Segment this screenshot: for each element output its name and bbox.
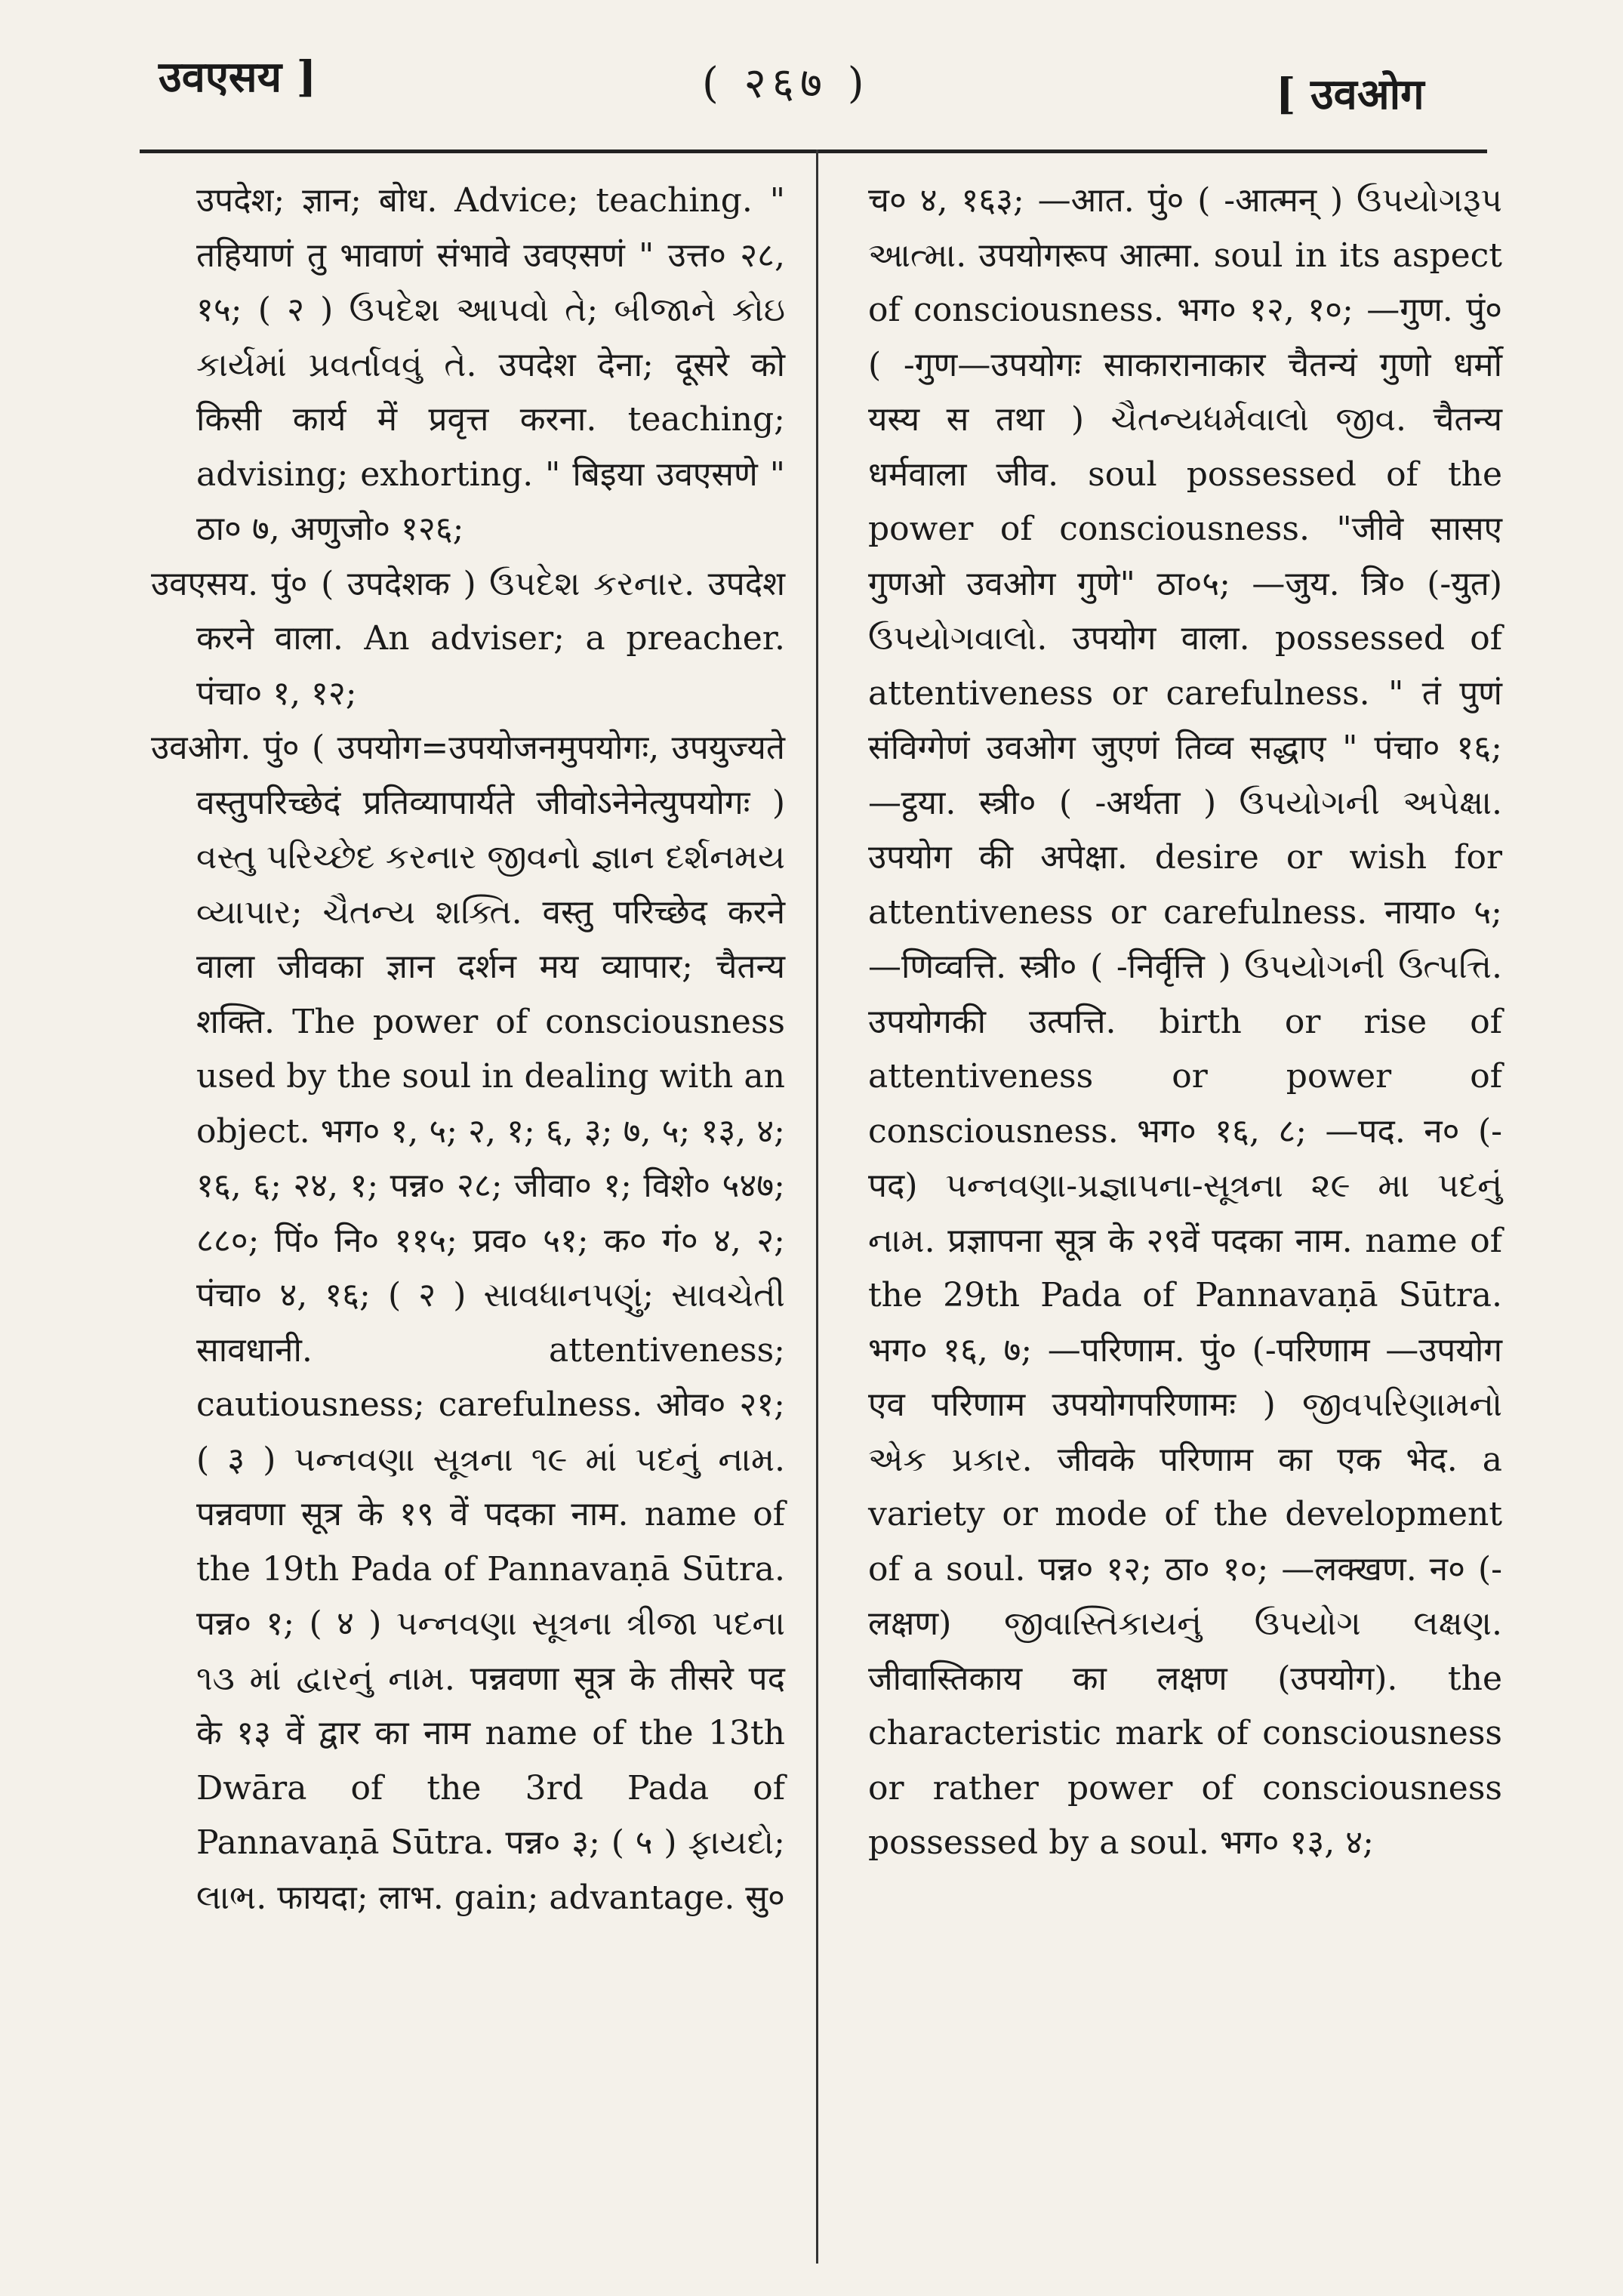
entry-uvaesaya: उवएसय. पुं० ( उपदेशक ) ઉપદેશ કરનાર. उपदेश करने वाला. An adviser; a preacher. पंचा० १, १२; xyxy=(151,564,785,713)
entry-uvaoga: उवओग. पुं० ( उपयोग=उपयोजनमुपयोगः, उपयुज्यते वस्तुपरिच्छेदं प्रतिव्यापार्यते जीवोऽनेनेत्युपयोगः ) વસ્તુ પરિચ્છેદ કરનાર જીવનો જ્ઞાન દર્શનમય વ્યાપાર; ચૈતન્ય શક્તિ. वस्तु परिच्छेद करने वाला जीवका ज्ञान दर्शन मय व्यापार; चैतन्य शक्ति. The power of consciousness used by the soul in dealing with an object. भग० १, ५; २, १; ६, ३; ७, ५; १३, ४; १६, ६; २४, १; पन्न० २८; जीवा० १; विशे० ५४७; ८८०; पिं० नि० ११५; प्रव० ५१; क० गं० ४, २; पंचा० ४, १६; ( २ ) સાવધાનપણું; સાવચેતી सावधानी. attentiveness; cautiousness; carefulness. ओव० २१; ( ३ ) પન્નવણા સૂત્રના ૧૯ માં પદનું નામ. पन्नवणा सूत्र के १९ वें पदका नाम. name of the 19th Pada of Pannavaṇā Sūtra. पन्न० १; ( ४ ) પન્નવણા સૂત્રના ત્રીજા પદના ૧૩ માં દ્વારનું નામ. पन्नवणा सूत्र के तीसरे पद के १३ वें द्वार का नाम name of the 13th Dwāra of the 3rd Pada of Pannavaṇā Sūtra. पन्न० ३; ( ५ ) ફાયદો; લાભ. फायदा; लाभ. gain; advantage. सु० xyxy=(151,729,785,1917)
entry-uvaoga-continued: च० ४, १६३; —आत. पुं० ( -आत्मन् ) ઉપયોગરૂપ આત્મા. उपयोगरूप आत्मा. soul in its aspect of consciousness. भग० १२, १०; —गुण. पुं० ( -गुण—उपयोगः साकारानाकार चैतन्यं गुणो धर्मो यस्य स तथा ) ચૈતન્યધર્મવાલો જીવ. चैतन्य धर्मवाला जीव. soul possessed of the power of consciousness. "जीवे सासए गुणओ उवओग गुणे" ठा०५; —जुय. त्रि० (-युत) ઉપયોગવાલો. उपयोग वाला. possessed of attentiveness or carefulness. " तं पुणं संविग्गेणं उवओग जुएणं तिव्व सद्धाए " पंचा० १६; —ट्ठया. स्त्री० ( -अर्थता ) ઉપયોગની અપેક્ષા. उपयोग की अपेक्षा. desire or wish for attentiveness or carefulness. नाया० ५; —णिव्वत्ति. स्त्री० ( -निर्वृत्ति ) ઉપયોગની ઉત્પત્તિ. उपयोगकी उत्पत्ति. birth or rise of attentiveness or power of consciousness. भग० १६, ८; —पद. न० (-पद) પન્નવણા-પ્રજ્ઞાપના-સૂત્રના ૨૯ મા પદનું નામ. प्रज्ञापना सूत्र के २९वें पदका नाम. name of the 29th Pada of Pannavaṇā Sūtra. भग० १६, ७; —परिणाम. पुं० (-परिणाम —उपयोग एव परिणाम उपयोगपरिणामः ) જીવપરિણામનો એક પ્રકાર. जीवके परिणाम का एक भेद. a variety or mode of the development of a soul. पन्न० १२; ठा० १०; —लक्खण. न० (-लक्षण) જીવાસ્તિકાયનું ઉપયોગ લક્ષણ. जीवास्तिकाय का लक्षण (उपयोग). the characteristic mark of consciousness or rather power of consciousness possessed by a soul. भग० १३, ४; xyxy=(868,181,1502,1862)
entry-continuation: उपदेश; ज्ञान; बोध. Advice; teaching. " तहियाणं तु भावाणं संभावे उवएसणं " उत्त० २८, १५; ( २ ) ઉપદેશ આપવો તે; બીજાને કોઇ કાર્યમાં પ્રવર્તાવવું તે. उपदेश देना; दूसरे को किसी कार्य में प्रवृत्त करना. teaching; advising; exhorting. " बिइया उवएसणे " ठा० ७, अणुजो० १२६; xyxy=(196,181,785,548)
page-number: ( २६७ ) xyxy=(702,59,870,108)
page-header xyxy=(0,0,1623,151)
header-left-guideword: उवएसय ] xyxy=(159,52,317,102)
column-divider xyxy=(816,149,818,2264)
right-column xyxy=(868,174,1502,1871)
header-rule xyxy=(140,149,1487,153)
header-right-guideword: [ उवओग xyxy=(1276,69,1424,119)
left-column xyxy=(151,174,785,1925)
